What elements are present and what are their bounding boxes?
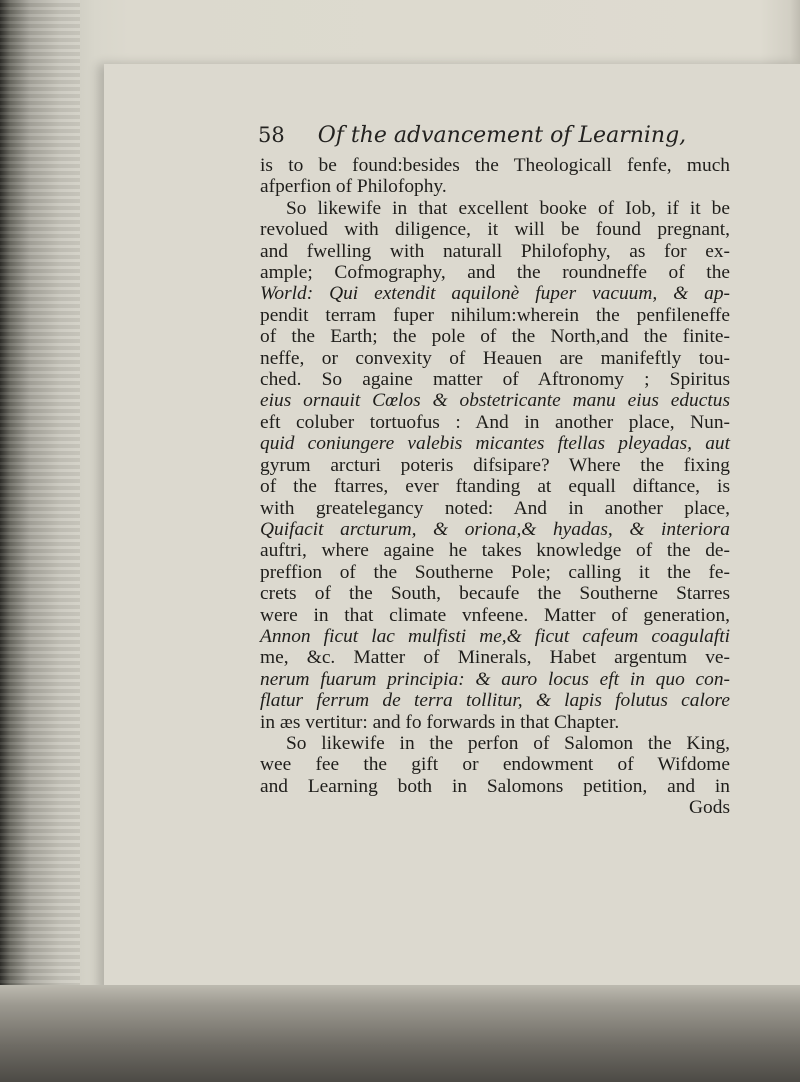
text-line: pendit terram fuper nihilum:wherein the penfileneffe xyxy=(260,304,730,326)
text-line: World: Qui extendit aquilonè fuper vacuum, & ap- xyxy=(260,283,730,305)
text-line: So likewife in the perfon of Salomon the King, xyxy=(286,732,730,754)
text-line: with greatelegancy noted: And in another place, xyxy=(260,497,730,519)
text-line: of the Earth; the pole of the North,and the finite- xyxy=(260,326,730,348)
page-header xyxy=(258,123,728,148)
text-line: revolued with diligence, it will be found pregnant, xyxy=(260,219,730,241)
text-line: ample; Cofmography, and the roundneffe of the xyxy=(260,262,730,284)
text-line: and Learning both in Salomons petition, and in xyxy=(260,775,730,797)
text-line: wee fee the gift or endowment of Wifdome xyxy=(260,754,730,776)
text-line: gyrum arcturi poteris difsipare? Where the fixing xyxy=(260,454,730,476)
text-line: eius ornauit Cœlos & obstetricante manu eius eductus xyxy=(260,390,730,412)
text-line: Quifacit arcturum, & oriona,& hyadas, & interiora xyxy=(260,518,730,540)
text-line: were in that climate vnfeene. Matter of generation, xyxy=(260,604,730,626)
text-line: in æs vertitur: and fo forwards in that Chapter. xyxy=(260,711,620,733)
text-line: afperfion of Philofophy. xyxy=(260,176,447,198)
catchword: Gods xyxy=(689,797,730,819)
text-line: nerum fuarum principia: & auro locus eft in quo con- xyxy=(260,668,730,690)
text-line: neffe, or convexity of Heauen are manifeftly tou- xyxy=(260,347,730,369)
text-line: So likewife in that excellent booke of Iob, if it be xyxy=(286,197,730,219)
text-line: flatur ferrum de terra tollitur, & lapis folutus calore xyxy=(260,690,730,712)
text-line: me, &c. Matter of Minerals, Habet argentum ve- xyxy=(260,647,730,669)
bottom-shadow xyxy=(0,985,800,1082)
page-number: 58 xyxy=(258,123,285,147)
text-line: eft coluber tortuofus : And in another place, Nun- xyxy=(260,411,730,433)
book-page-edges xyxy=(0,0,80,1082)
running-head: Of the advancement of Learning, xyxy=(317,123,687,148)
body-text xyxy=(260,155,730,819)
text-line: ched. So againe matter of Aftronomy ; Spiritus xyxy=(260,369,730,391)
text-line: of the ftarres, ever ftanding at equall diftance, is xyxy=(260,476,730,498)
text-line: Annon ficut lac mulfisti me,& ficut cafeum coagulafti xyxy=(260,625,730,647)
text-line: and fwelling with naturall Philofophy, as for ex- xyxy=(260,240,730,262)
text-line: crets of the South, becaufe the Southerne Starres xyxy=(260,583,730,605)
text-line: preffion of the Southerne Pole; calling it the fe- xyxy=(260,561,730,583)
text-line: quid coniungere valebis micantes ftellas pleyadas, aut xyxy=(260,433,730,455)
text-line: is to be found:besides the Theologicall fenfe, much xyxy=(260,155,730,176)
text-line: auftri, where againe he takes knowledge of the de- xyxy=(260,540,730,562)
